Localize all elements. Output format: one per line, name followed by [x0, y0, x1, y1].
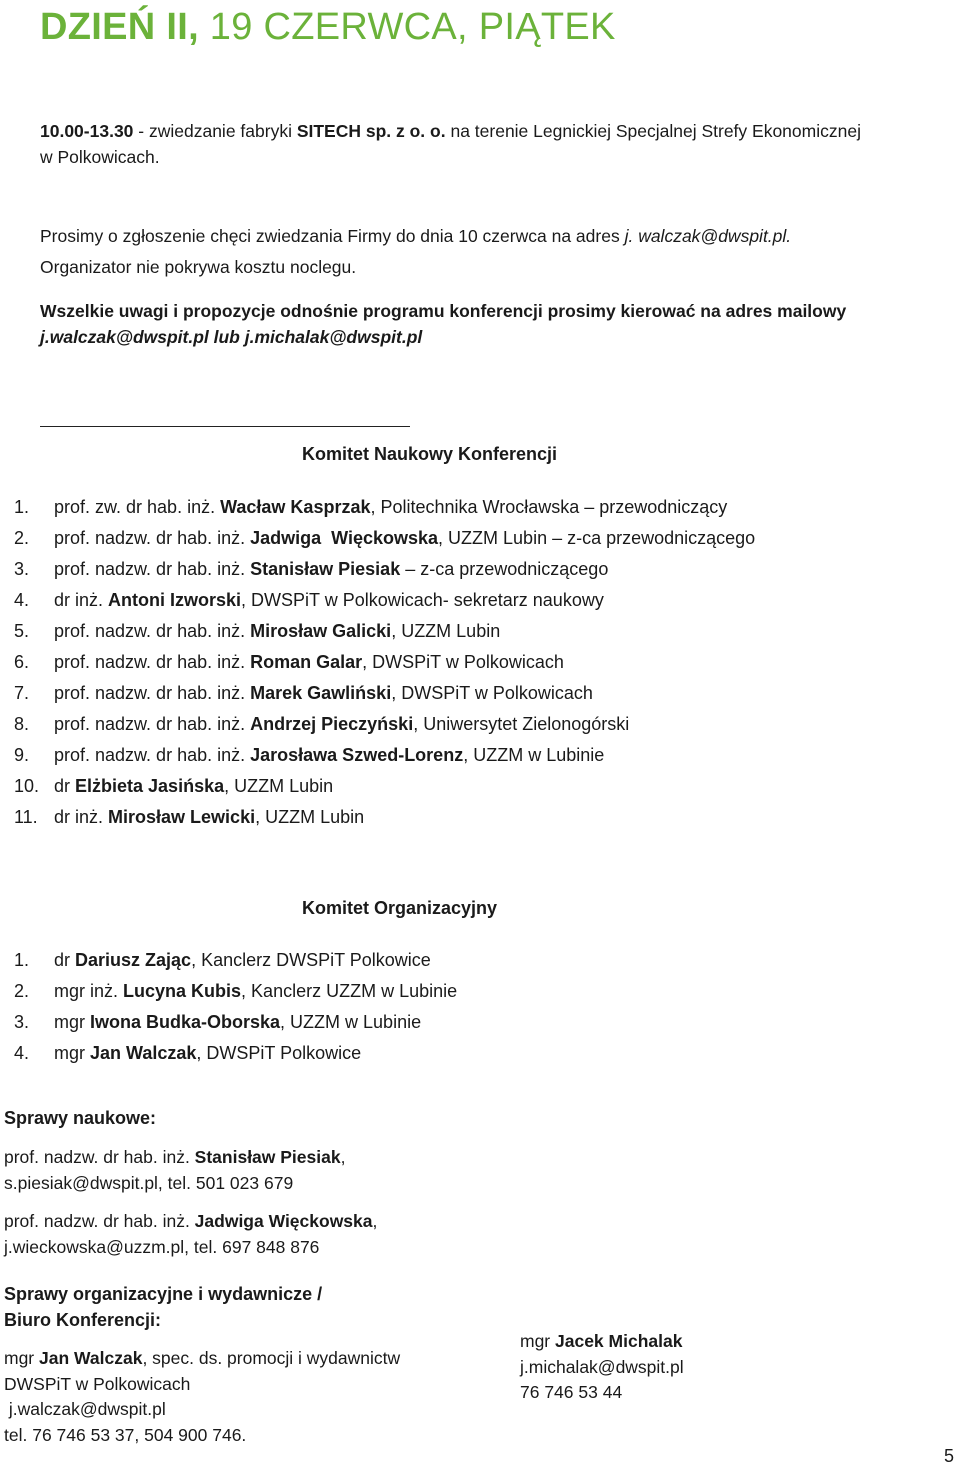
member-title: mgr	[54, 1043, 90, 1063]
member-name: Mirosław Lewicki	[108, 807, 256, 827]
member-title: prof. nadzw. dr hab. inż.	[54, 745, 251, 765]
list-number: 7.	[14, 683, 30, 703]
contact-title: mgr	[520, 1331, 555, 1351]
contact-name: Jan Walczak	[39, 1348, 143, 1368]
day-label: DZIEŃ II,	[40, 6, 199, 48]
contact-name: Jadwiga Więckowska	[194, 1211, 373, 1231]
contact-suffix: ,	[340, 1147, 346, 1167]
member-name: Jan Walczak	[90, 1043, 197, 1063]
member-name: Lucyna Kubis	[123, 981, 242, 1001]
member-affiliation: – z-ca przewodniczącego	[400, 559, 609, 579]
page-number: 5	[943, 1446, 954, 1466]
member-entry	[54, 1040, 361, 1066]
member-entry	[54, 947, 431, 973]
member-entry	[54, 742, 604, 768]
page-title	[40, 6, 616, 49]
member-affiliation: , UZZM w Lubinie	[280, 1012, 422, 1032]
member-name: Iwona Budka-Oborska	[90, 1012, 281, 1032]
remarks-paragraph	[40, 298, 846, 350]
member-title: prof. nadzw. dr hab. inż.	[54, 621, 251, 641]
member-title: prof. nadzw. dr hab. inż.	[54, 652, 251, 672]
member-affiliation: , Kanclerz DWSPiT Polkowice	[191, 950, 431, 970]
contact-institution: DWSPiT w Polkowicach	[4, 1373, 191, 1394]
remarks-text: Wszelkie uwagi i propozycje odnośnie programu konferencji prosimy kierować na adres mailowy	[40, 301, 847, 321]
member-entry	[54, 1009, 421, 1035]
visit-location-line2: w Polkowicach.	[40, 147, 160, 167]
member-entry	[54, 978, 457, 1004]
member-name: Marek Gawliński	[250, 683, 392, 703]
member-title: dr inż.	[54, 807, 109, 827]
contact-email: j.walczak@dwspit.pl	[4, 1399, 166, 1419]
list-number: 11.	[14, 807, 38, 827]
member-title: mgr inż.	[54, 981, 124, 1001]
list-number: 4.	[14, 590, 30, 610]
member-entry	[54, 773, 333, 799]
member-affiliation: , UZZM Lubin	[224, 776, 334, 796]
request-text: Prosimy o zgłoszenie chęci zwiedzania Firmy do dnia 10 czerwca na adres	[40, 226, 625, 246]
contact-phone: 76 746 53 44	[520, 1382, 623, 1402]
list-number: 8.	[14, 714, 30, 734]
visit-text: - zwiedzanie fabryki	[133, 121, 297, 141]
visit-location: na terenie Legnickiej Specjalnej Strefy Ekonomicznej	[445, 121, 861, 141]
list-number: 1.	[14, 950, 30, 970]
member-title: dr inż.	[54, 590, 109, 610]
list-number: 9.	[14, 745, 30, 765]
member-name: Roman Galar	[250, 652, 363, 672]
member-title: dr	[54, 776, 76, 796]
member-entry	[54, 711, 629, 737]
member-title: dr	[54, 950, 76, 970]
member-entry	[54, 587, 604, 613]
contact-details: s.piesiak@dwspit.pl, tel. 501 023 679	[4, 1172, 294, 1193]
member-name: Jadwiga Więckowska	[250, 528, 439, 548]
member-affiliation: , DWSPiT w Polkowicach	[391, 683, 593, 703]
list-number: 5.	[14, 621, 30, 641]
member-entry	[54, 680, 593, 706]
contact-role: , spec. ds. promocji i wydawnictw	[142, 1348, 401, 1368]
member-name: Andrzej Pieczyński	[250, 714, 414, 734]
divider-line	[40, 426, 410, 427]
office-contact-left	[4, 1346, 400, 1448]
organizing-committee-heading: Komitet Organizacyjny	[302, 898, 498, 918]
member-entry	[54, 618, 500, 644]
member-name: Elżbieta Jasińska	[75, 776, 225, 796]
contact-title: prof. nadzw. dr hab. inż.	[4, 1147, 195, 1167]
remarks-emails: j.walczak@dwspit.pl lub j.michalak@dwspit.pl	[40, 327, 423, 347]
visit-company: SITECH sp. z o. o.	[296, 121, 446, 141]
contact-email: j.michalak@dwspit.pl	[520, 1356, 684, 1377]
member-affiliation: , UZZM w Lubinie	[463, 745, 605, 765]
contact-title: prof. nadzw. dr hab. inż.	[4, 1211, 195, 1231]
member-title: prof. nadzw. dr hab. inż.	[54, 714, 251, 734]
date-label: 19 CZERWCA, PIĄTEK	[198, 6, 616, 48]
member-name: Wacław Kasprzak	[220, 497, 371, 517]
member-title: prof. nadzw. dr hab. inż.	[54, 683, 251, 703]
contact-phone: tel. 76 746 53 37, 504 900 746.	[4, 1424, 247, 1445]
list-number: 4.	[14, 1043, 30, 1063]
member-entry	[54, 556, 608, 582]
list-number: 3.	[14, 559, 30, 579]
contact-name: Stanisław Piesiak	[194, 1147, 341, 1167]
member-name: Mirosław Galicki	[250, 621, 392, 641]
contact-name: Jacek Michalak	[555, 1331, 683, 1351]
member-name: Jarosława Szwed-Lorenz	[250, 745, 464, 765]
accommodation-note: Organizator nie pokrywa kosztu noclegu.	[40, 257, 357, 277]
scientific-matters-heading: Sprawy naukowe:	[4, 1108, 157, 1128]
member-title: mgr	[54, 1012, 90, 1032]
visit-time: 10.00-13.30	[40, 121, 134, 141]
contact-details: j.wieckowska@uzzm.pl, tel. 697 848 876	[4, 1236, 320, 1257]
contact-title: mgr	[4, 1348, 39, 1368]
member-entry	[54, 649, 564, 675]
member-name: Antoni Izworski	[108, 590, 242, 610]
list-number: 2.	[14, 528, 30, 548]
visit-paragraph	[40, 118, 861, 170]
list-number: 3.	[14, 1012, 30, 1032]
member-affiliation: , Kanclerz UZZM w Lubinie	[241, 981, 458, 1001]
member-affiliation: , DWSPiT w Polkowicach- sekretarz naukowy	[241, 590, 604, 610]
member-affiliation: , UZZM Lubin – z-ca przewodniczącego	[438, 528, 756, 548]
request-email-link[interactable]: j. walczak@dwspit.pl.	[624, 226, 792, 246]
member-title: prof. nadzw. dr hab. inż.	[54, 559, 251, 579]
list-number: 2.	[14, 981, 30, 1001]
office-contact-right	[520, 1329, 684, 1406]
member-affiliation: , UZZM Lubin	[391, 621, 501, 641]
organizational-matters-heading	[4, 1282, 322, 1333]
member-title: prof. zw. dr hab. inż.	[54, 497, 221, 517]
member-name: Stanisław Piesiak	[250, 559, 401, 579]
member-entry	[54, 525, 755, 551]
member-affiliation: , DWSPiT w Polkowicach	[362, 652, 564, 672]
scientific-committee-heading: Komitet Naukowy Konferencji	[302, 444, 558, 464]
member-entry	[54, 494, 727, 520]
list-number: 6.	[14, 652, 30, 672]
scientific-contact-2	[4, 1209, 377, 1260]
contact-suffix: ,	[372, 1211, 378, 1231]
member-affiliation: , Uniwersytet Zielonogórski	[413, 714, 630, 734]
member-entry	[54, 804, 364, 830]
list-number: 1.	[14, 497, 30, 517]
member-affiliation: , DWSPiT Polkowice	[196, 1043, 362, 1063]
member-name: Dariusz Zając	[75, 950, 192, 970]
heading-line-1: Sprawy organizacyjne i wydawnicze /	[4, 1284, 323, 1304]
request-paragraph	[40, 223, 791, 280]
member-affiliation: , UZZM Lubin	[255, 807, 365, 827]
member-affiliation: , Politechnika Wrocławska – przewodniczący	[370, 497, 728, 517]
scientific-contact-1	[4, 1145, 345, 1196]
list-number: 10.	[14, 776, 40, 796]
member-title: prof. nadzw. dr hab. inż.	[54, 528, 251, 548]
heading-line-2: Biuro Konferencji:	[4, 1309, 162, 1330]
